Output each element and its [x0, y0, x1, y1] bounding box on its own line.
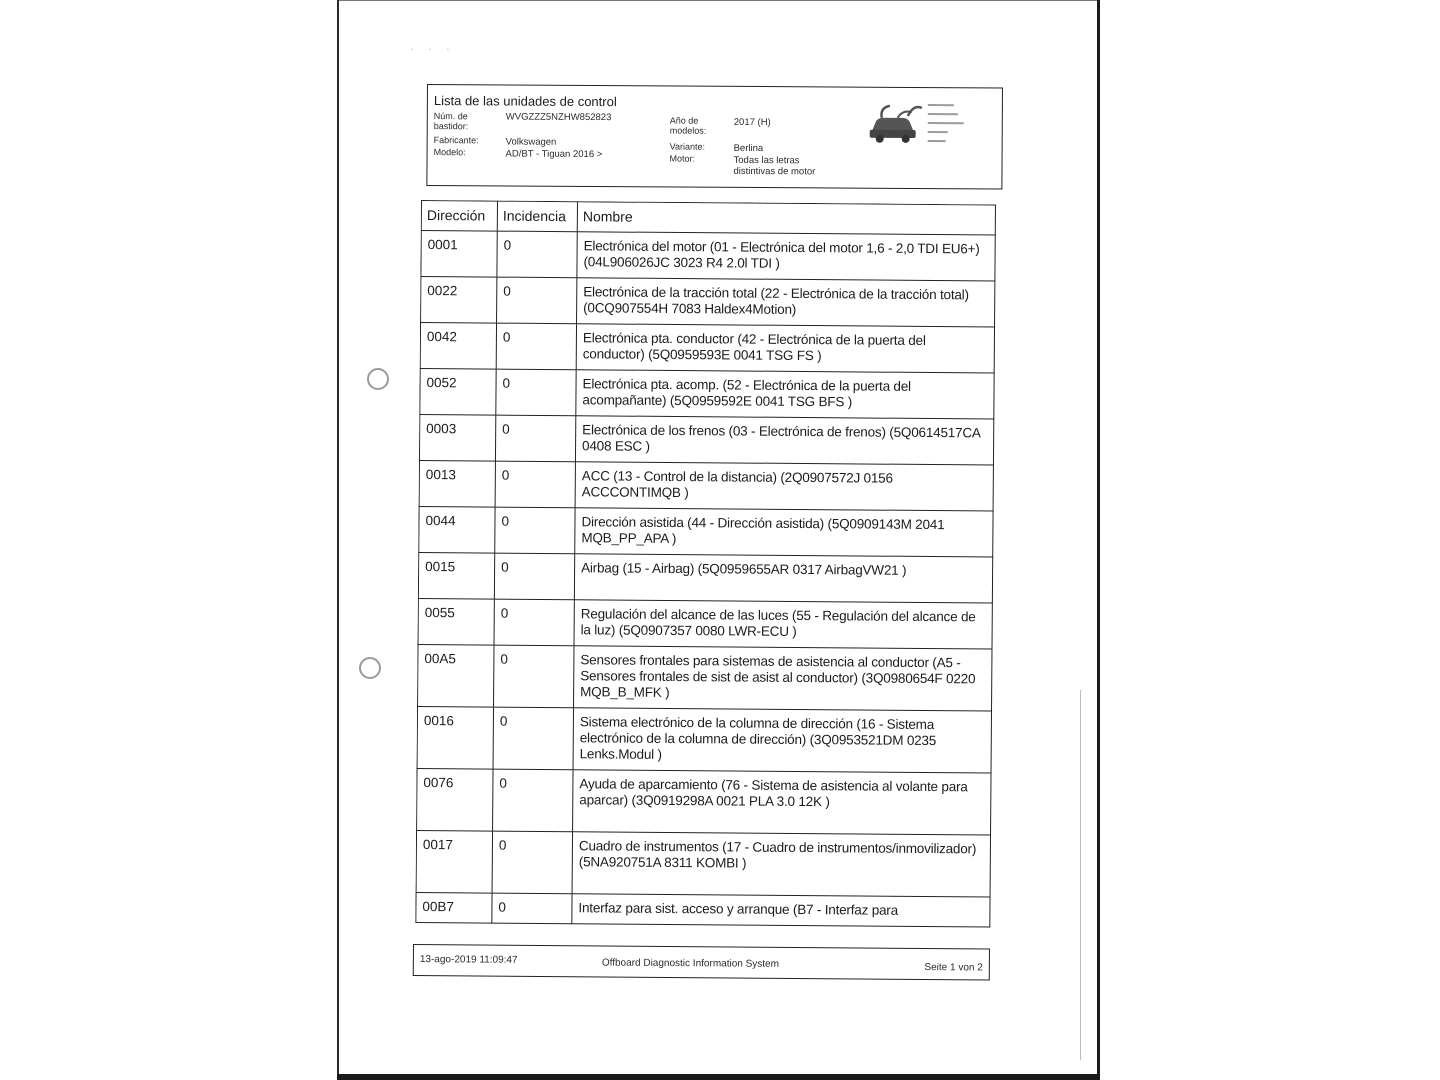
row-incidence: 0: [494, 645, 574, 708]
table-row: [419, 506, 993, 557]
row-address: 0003: [419, 414, 495, 461]
manufacturer-label: Fabricante:: [433, 135, 479, 146]
row-address: 0055: [418, 598, 494, 645]
row-name: Sensores frontales para sistemas de asistencia al conductor (A5 - Sensores frontales de sist de asist al conductor) (3Q0980654F 0220 MQB_B_MFK ): [574, 646, 992, 711]
row-address: 0001: [421, 231, 497, 278]
row-name: Electrónica de la tracción total (22 - Electrónica de la tracción total) (0CQ907554H 7083 Haldex4Motion): [577, 278, 995, 327]
scan-artifact-line: [1080, 690, 1081, 1060]
table-row: [421, 277, 995, 328]
row-name: Electrónica pta. acomp. (52 - Electrónica de la puerta del acompañante) (5Q0959592E 0041 TSG BFS ): [576, 370, 994, 419]
document-header: [426, 84, 1003, 190]
engine-label: Motor:: [669, 153, 696, 164]
model-year-value: 2017 (H): [733, 116, 771, 129]
table-row: [420, 368, 994, 419]
table-row: [416, 892, 990, 927]
table-row: [418, 598, 992, 649]
column-header-name: Nombre: [577, 202, 995, 235]
row-name: Dirección asistida (44 - Dirección asistida) (5Q0909143M 2041 MQB_PP_APA ): [575, 508, 993, 557]
page-right-edge: [1097, 0, 1100, 1080]
row-address: 0017: [416, 830, 492, 893]
document-footer: [413, 944, 990, 981]
row-incidence: 0: [497, 277, 577, 324]
column-header-incidence: Incidencia: [497, 201, 577, 232]
scan-specks: · · ·: [410, 44, 456, 55]
table-row: [418, 644, 992, 711]
page-bottom-edge: [337, 1074, 1100, 1080]
row-address: 0042: [420, 323, 496, 370]
row-incidence: 0: [497, 231, 577, 278]
row-incidence: 0: [494, 599, 574, 646]
row-address: 0044: [419, 506, 495, 553]
row-address: 0076: [417, 768, 493, 831]
row-incidence: 0: [492, 831, 572, 894]
row-incidence: 0: [495, 461, 575, 508]
model-value: AD/BT - Tiguan 2016 >: [505, 148, 603, 161]
row-address: 00A5: [418, 644, 494, 707]
row-incidence: 0: [496, 369, 576, 416]
control-units-table: [415, 200, 1003, 932]
row-incidence: 0: [494, 553, 574, 600]
row-incidence: 0: [495, 507, 575, 554]
row-incidence: 0: [493, 769, 573, 832]
row-address: 0022: [421, 277, 497, 324]
row-name: Sistema electrónico de la columna de dirección (16 - Sistema electrónico de la columna de dirección) (3Q0953521DM 0235 Lenks.Modul ): [573, 708, 991, 773]
row-address: 0052: [420, 368, 496, 415]
footer-page-number: Seite 1 von 2: [924, 962, 983, 974]
page-top-edge: [337, 0, 1097, 1]
vin-value: WVGZZZ5NZHW852823: [505, 111, 612, 124]
table-row: [418, 552, 992, 603]
variant-label: Variante:: [669, 141, 706, 152]
punch-hole-top: [367, 368, 389, 390]
row-incidence: 0: [493, 707, 573, 770]
row-name: Electrónica de los frenos (03 - Electrónica de frenos) (5Q0614517CA 0408 ESC ): [575, 416, 993, 465]
manufacturer-value: Volkswagen: [505, 136, 557, 148]
table-row: [420, 323, 994, 374]
footer-datetime: 13-ago-2019 11:09:47: [419, 954, 518, 966]
table-row: [416, 830, 990, 897]
document-title: Lista de las unidades de control: [433, 93, 617, 110]
punch-hole-bottom: [359, 657, 381, 679]
table-row: [421, 231, 995, 282]
row-address: 0015: [418, 552, 494, 599]
model-year-label: Año de modelos:: [669, 115, 707, 136]
table-row: [417, 768, 991, 835]
table-row: [419, 460, 993, 511]
row-address: 00B7: [416, 892, 492, 923]
logo-legend: [928, 104, 968, 149]
model-label: Modelo:: [433, 147, 466, 158]
vin-label: Núm. de bastidor:: [433, 111, 469, 132]
row-incidence: 0: [492, 893, 572, 924]
column-header-address: Dirección: [421, 201, 497, 232]
table-header-row: [421, 201, 995, 236]
row-name: Airbag (15 - Airbag) (5Q0959655AR 0317 AirbagVW21 ): [574, 554, 992, 603]
table-row: [419, 414, 993, 465]
row-address: 0016: [417, 706, 493, 769]
footer-system-name: Offboard Diagnostic Information System: [601, 957, 780, 970]
row-name: Electrónica del motor (01 - Electrónica del motor 1,6 - 2,0 TDI EU6+) (04L906026JC 3023 R4 2.0l TDI ): [577, 232, 995, 281]
page-left-edge: [337, 0, 339, 1080]
row-name: Cuadro de instrumentos (17 - Cuadro de instrumentos/inmovilizador) (5NA920751A 8311 KOMBI ): [572, 832, 990, 897]
row-address: 0013: [419, 460, 495, 507]
engine-value: Todas las letras distintivas de motor: [733, 154, 816, 178]
car-diagnostic-logo-icon: [868, 102, 928, 144]
row-incidence: 0: [495, 415, 575, 462]
variant-value: Berlina: [733, 142, 764, 155]
table-row: [417, 706, 991, 773]
row-incidence: 0: [496, 323, 576, 370]
row-name: Electrónica pta. conductor (42 - Electrónica de la puerta del conductor) (5Q0959593E 0041 TSG FS ): [576, 324, 994, 373]
row-name: Regulación del alcance de las luces (55 - Regulación del alcance de la luz) (5Q0907357 0080 LWR-ECU ): [574, 600, 992, 649]
row-name: Interfaz para sist. acceso y arranque (B7 - Interfaz para: [572, 894, 990, 927]
row-name: ACC (13 - Control de la distancia) (2Q0907572J 0156 ACCCONTIMQB ): [575, 462, 993, 511]
row-name: Ayuda de aparcamiento (76 - Sistema de asistencia al volante para aparcar) (3Q0919298A 0021 PLA 3.0 12K ): [573, 770, 991, 835]
